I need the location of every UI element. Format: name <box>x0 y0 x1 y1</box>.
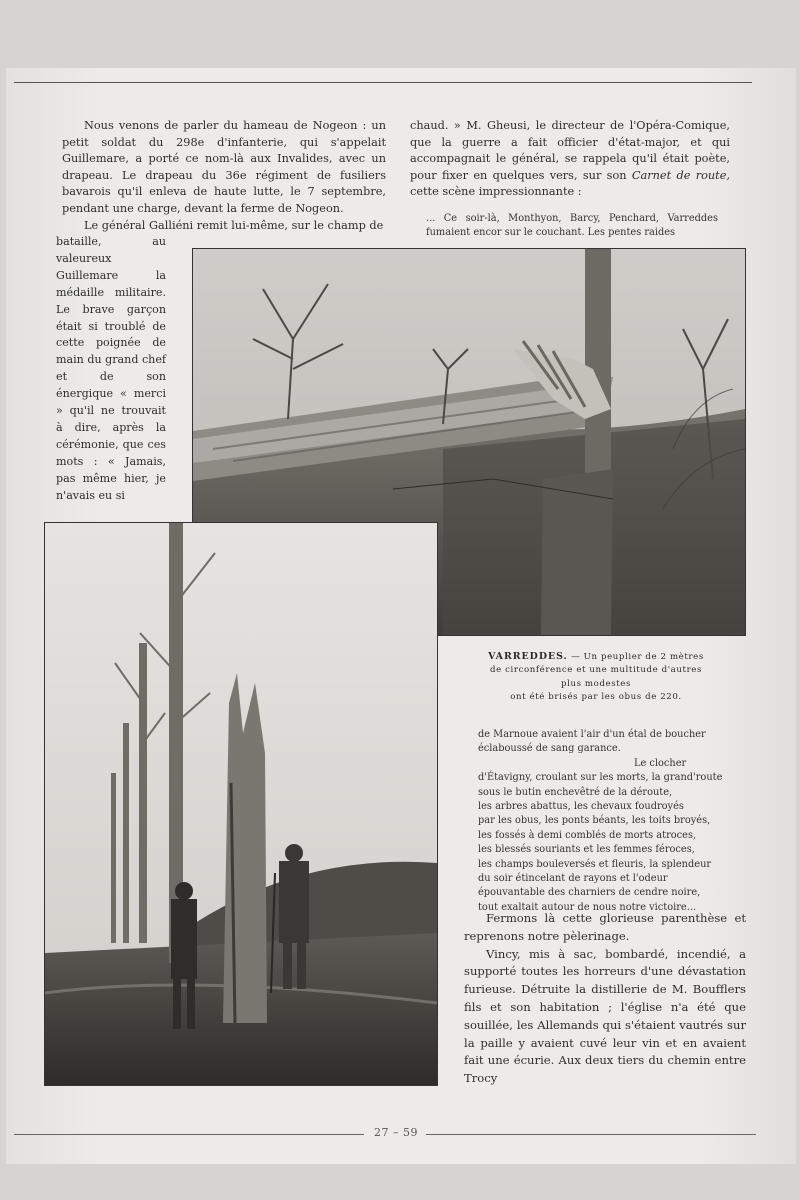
paragraph-vincy: Vincy, mis à sac, bombardé, incendié, a supporté toutes les horreurs d'une dévastation furieuse. Détruite la distillerie de M. Boufflers fils et son habitation ; l'église n'a été que souillée, les Allemands qui s'étaient vautrés sur la paille y avaient cuvé leur vin et en avaient fait une écurie. Aux deux tiers du chemin entre Trocy <box>464 946 746 1086</box>
poem-line: par les obus, les ponts béants, les toits broyés, <box>478 815 711 827</box>
book-page <box>6 68 796 1164</box>
paragraph-gallieni-wrap: bataille, au valeureux Guillemare la médaille militaire. Le brave garçon était si troublé de cette poignée de main du grand chef et de son énergique « merci » qu'il ne trouvait à dire, après la cérémonie, que ces mots : « Jamais, pas même hier, je n'avais eu si <box>56 235 166 502</box>
poem-line: épouvantable des charniers de cendre noire, <box>478 887 701 899</box>
poem-line: les fossés à demi comblés de morts atroces, <box>478 829 697 841</box>
poem-line: sous le butin enchevêtré de la déroute, <box>478 786 673 798</box>
bottom-rule-left <box>14 1134 364 1135</box>
top-rule <box>14 82 752 83</box>
left-column-intro <box>62 118 386 234</box>
poem-line: les blessés souriants et les femmes féroces, <box>478 844 695 856</box>
poem-line: tout exaltait autour de nous notre victoire... <box>478 901 697 913</box>
carnet-de-route-title: Carnet de route, <box>631 168 730 182</box>
caption-line-1: — Un peuplier de 2 mètres <box>571 652 704 662</box>
poem-line: éclaboussé de sang garance. <box>478 743 621 755</box>
paragraph-parenthese: Fermons là cette glorieuse parenthèse et reprenons notre pèlerinage. <box>464 911 746 943</box>
caption-line-2: de circonférence et une multitude d'autres <box>489 665 702 676</box>
caption-line-3: plus modestes <box>561 678 631 689</box>
poem-line: Le clocher <box>634 757 687 769</box>
paragraph-guillemare: Nous venons de parler du hameau de Nogeon : un petit soldat du 298e d'infanterie, qui s'appelait Guillemare, a porté ce nom-là aux Invalides, avec un drapeau. Le drapeau du 36e régiment de fusiliers bavarois qu'il enleva de haute lutte, le 7 septembre, pendant une charge, devant la ferme de Nogeon. <box>62 119 386 215</box>
right-column-lower <box>464 910 746 1088</box>
photo-soldiers-broken-trees-image <box>45 523 437 1085</box>
page-number: 27 – 59 <box>374 1126 418 1139</box>
photo-caption <box>446 650 746 705</box>
poem-line: du soir étincelant de rayons et l'odeur <box>478 873 668 885</box>
caption-place: VARREDDES. <box>488 651 568 662</box>
poem-excerpt-2 <box>478 728 738 915</box>
right-column-intro <box>410 118 730 201</box>
poem-line: d'Étavigny, croulant sur les morts, la grand'route <box>478 772 723 784</box>
caption-line-4: ont été brisés par les obus de 220. <box>510 692 682 703</box>
bottom-rule-right <box>426 1134 756 1135</box>
photo-soldiers-broken-trees <box>44 522 438 1086</box>
poem-line: de Marnoue avaient l'air d'un étal de boucher <box>478 729 706 740</box>
poem-line: les champs bouleversés et fleuris, la splendeur <box>478 858 712 870</box>
poem-excerpt-1: ... Ce soir-là, Monthyon, Barcy, Penchard, Varreddes fumaient encor sur le couchant. Les pentes raides <box>426 213 718 239</box>
poem-line: les arbres abattus, les chevaux foudroyés <box>478 801 684 813</box>
left-column-wrap <box>56 234 166 505</box>
paragraph-gallieni-start: Le général Galliéni remit lui-même, sur le champ de <box>84 218 384 232</box>
paragraph-gheusi: chaud. » M. Gheusi, le directeur de l'Opéra-Comique, que la guerre a fait officier d'état-major, et qui accompagnait le général, se rappela qu'il était poète, pour fixer en quelques vers, sur son Carnet de route, cette scène impressionnante : <box>410 119 730 199</box>
